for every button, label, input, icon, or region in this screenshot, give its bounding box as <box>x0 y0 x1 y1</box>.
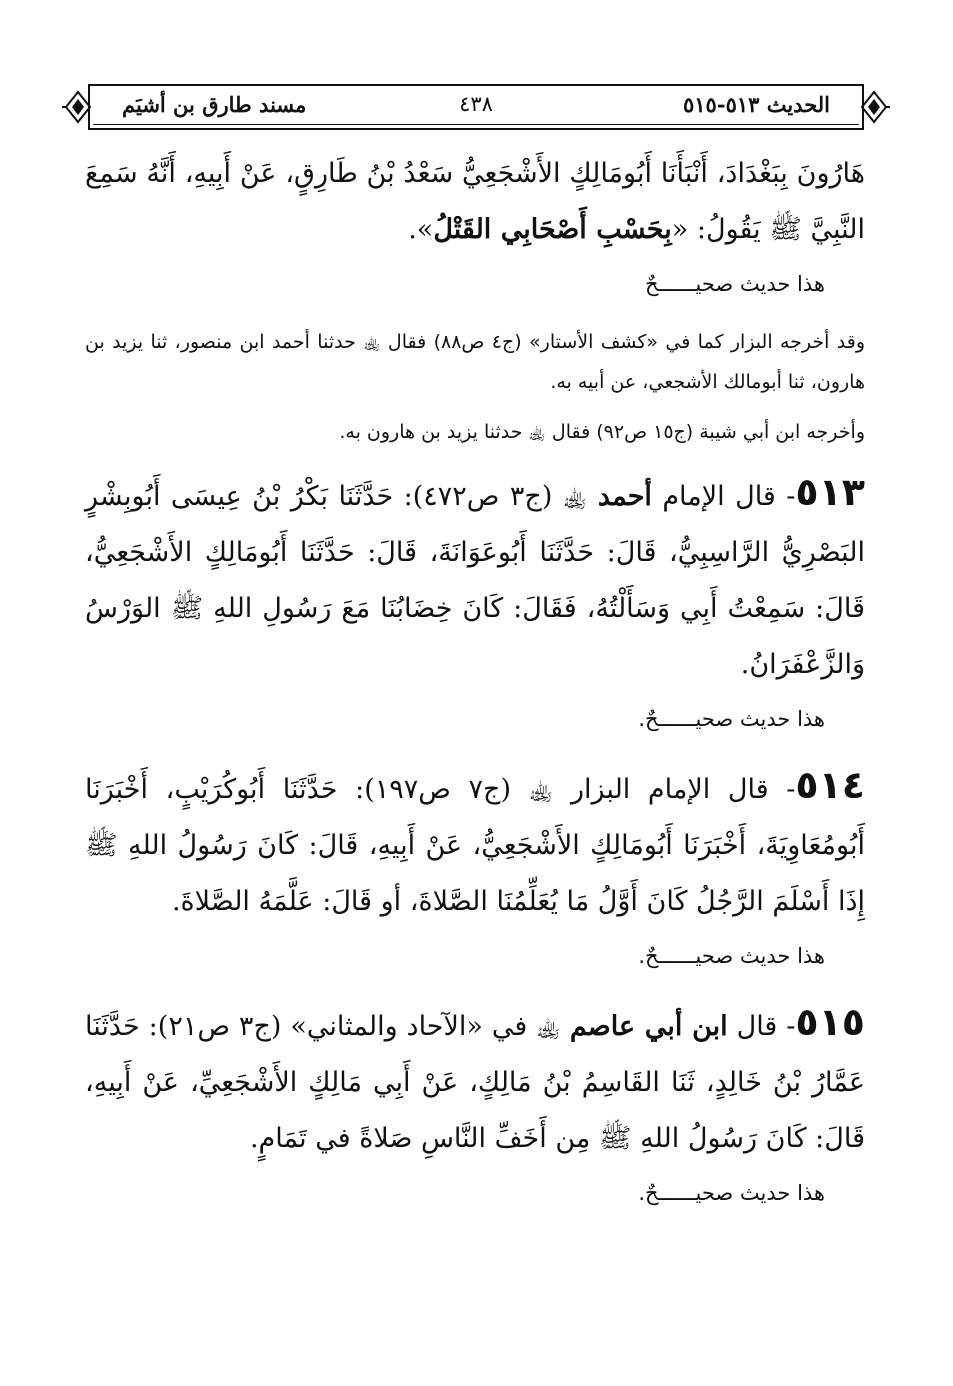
hadith-number: ٥١٤ <box>795 763 865 807</box>
page-number: ٤٣٨ <box>459 92 493 116</box>
imam-name: أحمد <box>597 481 652 512</box>
takhrij-paragraph: وقد أخرجه البزار كما في «كشف الأستار» (ج٤ ص٨٨) فقال ﵀ حدثنا أحمد ابن منصور، ثنا يزيد بن هارون، ثنا أبومالك الأشجعي، عن أبيه به. <box>85 331 866 393</box>
imam-name: ابن أبي عاصم <box>569 1011 728 1042</box>
hadith-grade: هذا حديث صحيــــــحٌ <box>645 272 825 296</box>
page-body <box>85 146 865 1231</box>
hadith-number: ٥١٥ <box>795 1000 865 1044</box>
ornament-icon <box>860 86 890 128</box>
hadith-continuation: هَارُونَ بِبَغْدَادَ، أَنْبَأَنَا أَبُومَالِكٍ الأَشْجَعِيُّ سَعْدُ بْنُ طَارِقٍ، عَنْ أَبِيهِ، أَنَّهُ سَمِعَ النَّبِيَّ ﷺ يَقُولُ: «بِحَسْبِ أَصْحَابِي القَتْلُ». <box>85 158 865 245</box>
book-section-title: مسند طارق بن أشيَم <box>122 92 307 117</box>
hadith-grade: هذا حديث صحيــــــحٌ. <box>638 1181 825 1205</box>
hadith-513: ٥١٣- قال الإمام أحمد ﵀ (ج٣ ص٤٧٢): حَدَّثَنَا بَكْرُ بْنُ عِيسَى أَبُوبِشْرٍ البَصْرِيُّ الرَّاسِبِيُّ، قَالَ: حَدَّثَنَا أَبُوعَوَانَةَ، قَالَ: حَدَّثَنَا أَبُومَالِكٍ الأَشْجَعِيُّ، قَالَ: سَمِعْتُ أَبِي وَسَأَلْتُهُ، فَقَالَ: كَانَ خِضَابُنَا مَعَ رَسُولِ اللهِ ﷺ الوَرْسُ وَالزَّعْفَرَانُ. <box>85 470 865 680</box>
hadith-quote: بِحَسْبِ أَصْحَابِي القَتْلُ <box>433 214 672 245</box>
hadith-number: ٥١٣ <box>795 470 865 514</box>
hadith-515: ٥١٥- قال ابن أبي عاصم ﵀ في «الآحاد والمثاني» (ج٣ ص٢١): حَدَّثَنَا عَمَّارُ بْنُ خَالِدٍ، ثَنَا القَاسِمُ بْنُ مَالِكٍ، عَنْ أَبِي مَالِكٍ الأَشْجَعِيِّ، عَنْ أَبِيهِ، قَالَ: كَانَ رَسُولُ اللهِ ﷺ مِن أَخَفِّ النَّاسِ صَلاةً في تَمَامٍ. <box>85 1000 865 1154</box>
hadith-grade: هذا حديث صحيــــــحٌ. <box>638 944 825 968</box>
hadith-range: الحديث ٥١٣-٥١٥ <box>683 92 830 117</box>
page-header <box>62 84 890 132</box>
takhrij-paragraph: وأخرجه ابن أبي شيبة (ج١٥ ص٩٢) فقال ﵀ حدثنا يزيد بن هارون به. <box>339 421 865 443</box>
hadith-grade: هذا حديث صحيــــــحٌ. <box>638 707 825 731</box>
hadith-514: ٥١٤- قال الإمام البزار ﵀ (ج٧ ص١٩٧): حَدَّثَنَا أَبُوكُرَيْبٍ، أَخْبَرَنَا أَبُومُعَاوِيَةَ، أَخْبَرَنَا أَبُومَالِكٍ الأَشْجَعِيُّ، عَنْ أَبِيهِ، قَالَ: كَانَ رَسُولُ اللهِ ﷺ إِذَا أَسْلَمَ الرَّجُلُ كَانَ أَوَّلُ مَا يُعَلِّمُنَا الصَّلاةَ، أو قَالَ: عَلَّمَهُ الصَّلاةَ. <box>85 763 865 917</box>
